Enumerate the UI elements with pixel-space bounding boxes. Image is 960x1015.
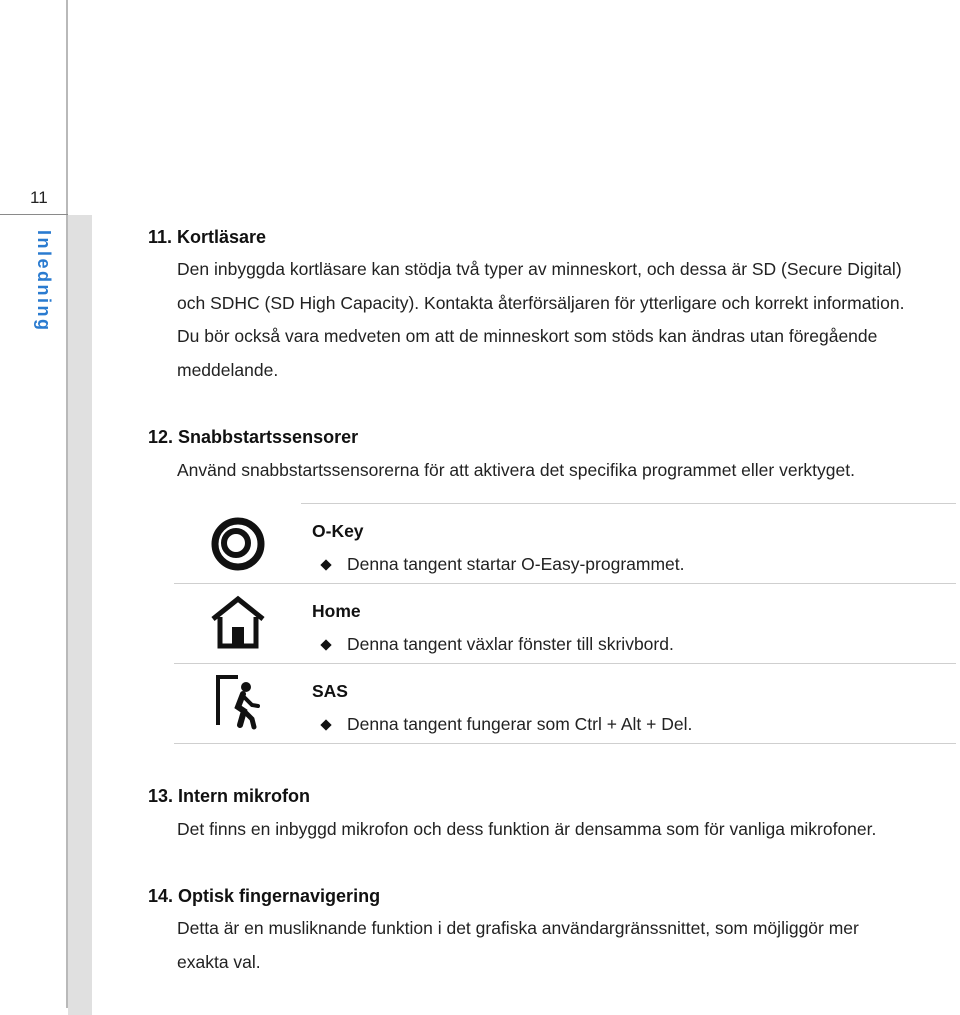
section-heading-quick-launch: 12. Snabbstartssensorer xyxy=(148,427,359,447)
table-rule xyxy=(174,743,956,744)
margin-shade xyxy=(68,215,92,1015)
key-description: Denna tangent startar O-Easy-programmet. xyxy=(347,554,685,574)
section-body-finger-navigation: Detta är en musliknande funktion i det grafiska användargränssnittet, som möjliggör mer exakta val. xyxy=(177,918,859,972)
page-number-rule xyxy=(0,214,68,215)
o-key-icon xyxy=(210,515,266,573)
key-row-o-key xyxy=(174,503,956,583)
sas-icon xyxy=(210,673,266,733)
section-body-microphone: Det finns en inbyggd mikrofon och dess funktion är densamma som för vanliga mikrofoner. xyxy=(177,819,877,839)
key-description: Denna tangent växlar fönster till skrivbord. xyxy=(347,634,674,654)
home-icon xyxy=(210,595,266,651)
section-body-quick-launch: Använd snabbstartssensorerna för att aktivera det specifika programmet eller verktyget. xyxy=(177,460,855,480)
key-row-sas xyxy=(174,663,956,743)
quick-launch-key-table xyxy=(174,503,956,743)
page-number: 11 xyxy=(30,188,48,207)
key-title: O-Key xyxy=(312,521,364,541)
section-heading-microphone: 13. Intern mikrofon xyxy=(148,786,311,806)
bullet-icon xyxy=(320,719,331,730)
chapter-side-label: Inledning xyxy=(34,230,54,333)
section-heading-card-reader: 11. Kortläsare xyxy=(148,227,267,247)
section-heading-finger-navigation: 14. Optisk fingernavigering xyxy=(148,886,381,906)
key-description: Denna tangent fungerar som Ctrl + Alt + Del. xyxy=(347,714,693,734)
section-body-card-reader: Den inbyggda kortläsare kan stödja två typer av minneskort, och dessa är SD (Secure Digital) och SDHC (SD High Capacity). Kontakta återförsäljaren för ytterligare och korrekt information. Du bör också vara medveten om att de minneskort som stöds kan ändras utan föregående meddelande. xyxy=(177,259,905,380)
bullet-icon xyxy=(320,639,331,650)
bullet-icon xyxy=(320,559,331,570)
key-title: Home xyxy=(312,601,361,621)
key-row-home xyxy=(174,583,956,663)
key-title: SAS xyxy=(312,681,348,701)
